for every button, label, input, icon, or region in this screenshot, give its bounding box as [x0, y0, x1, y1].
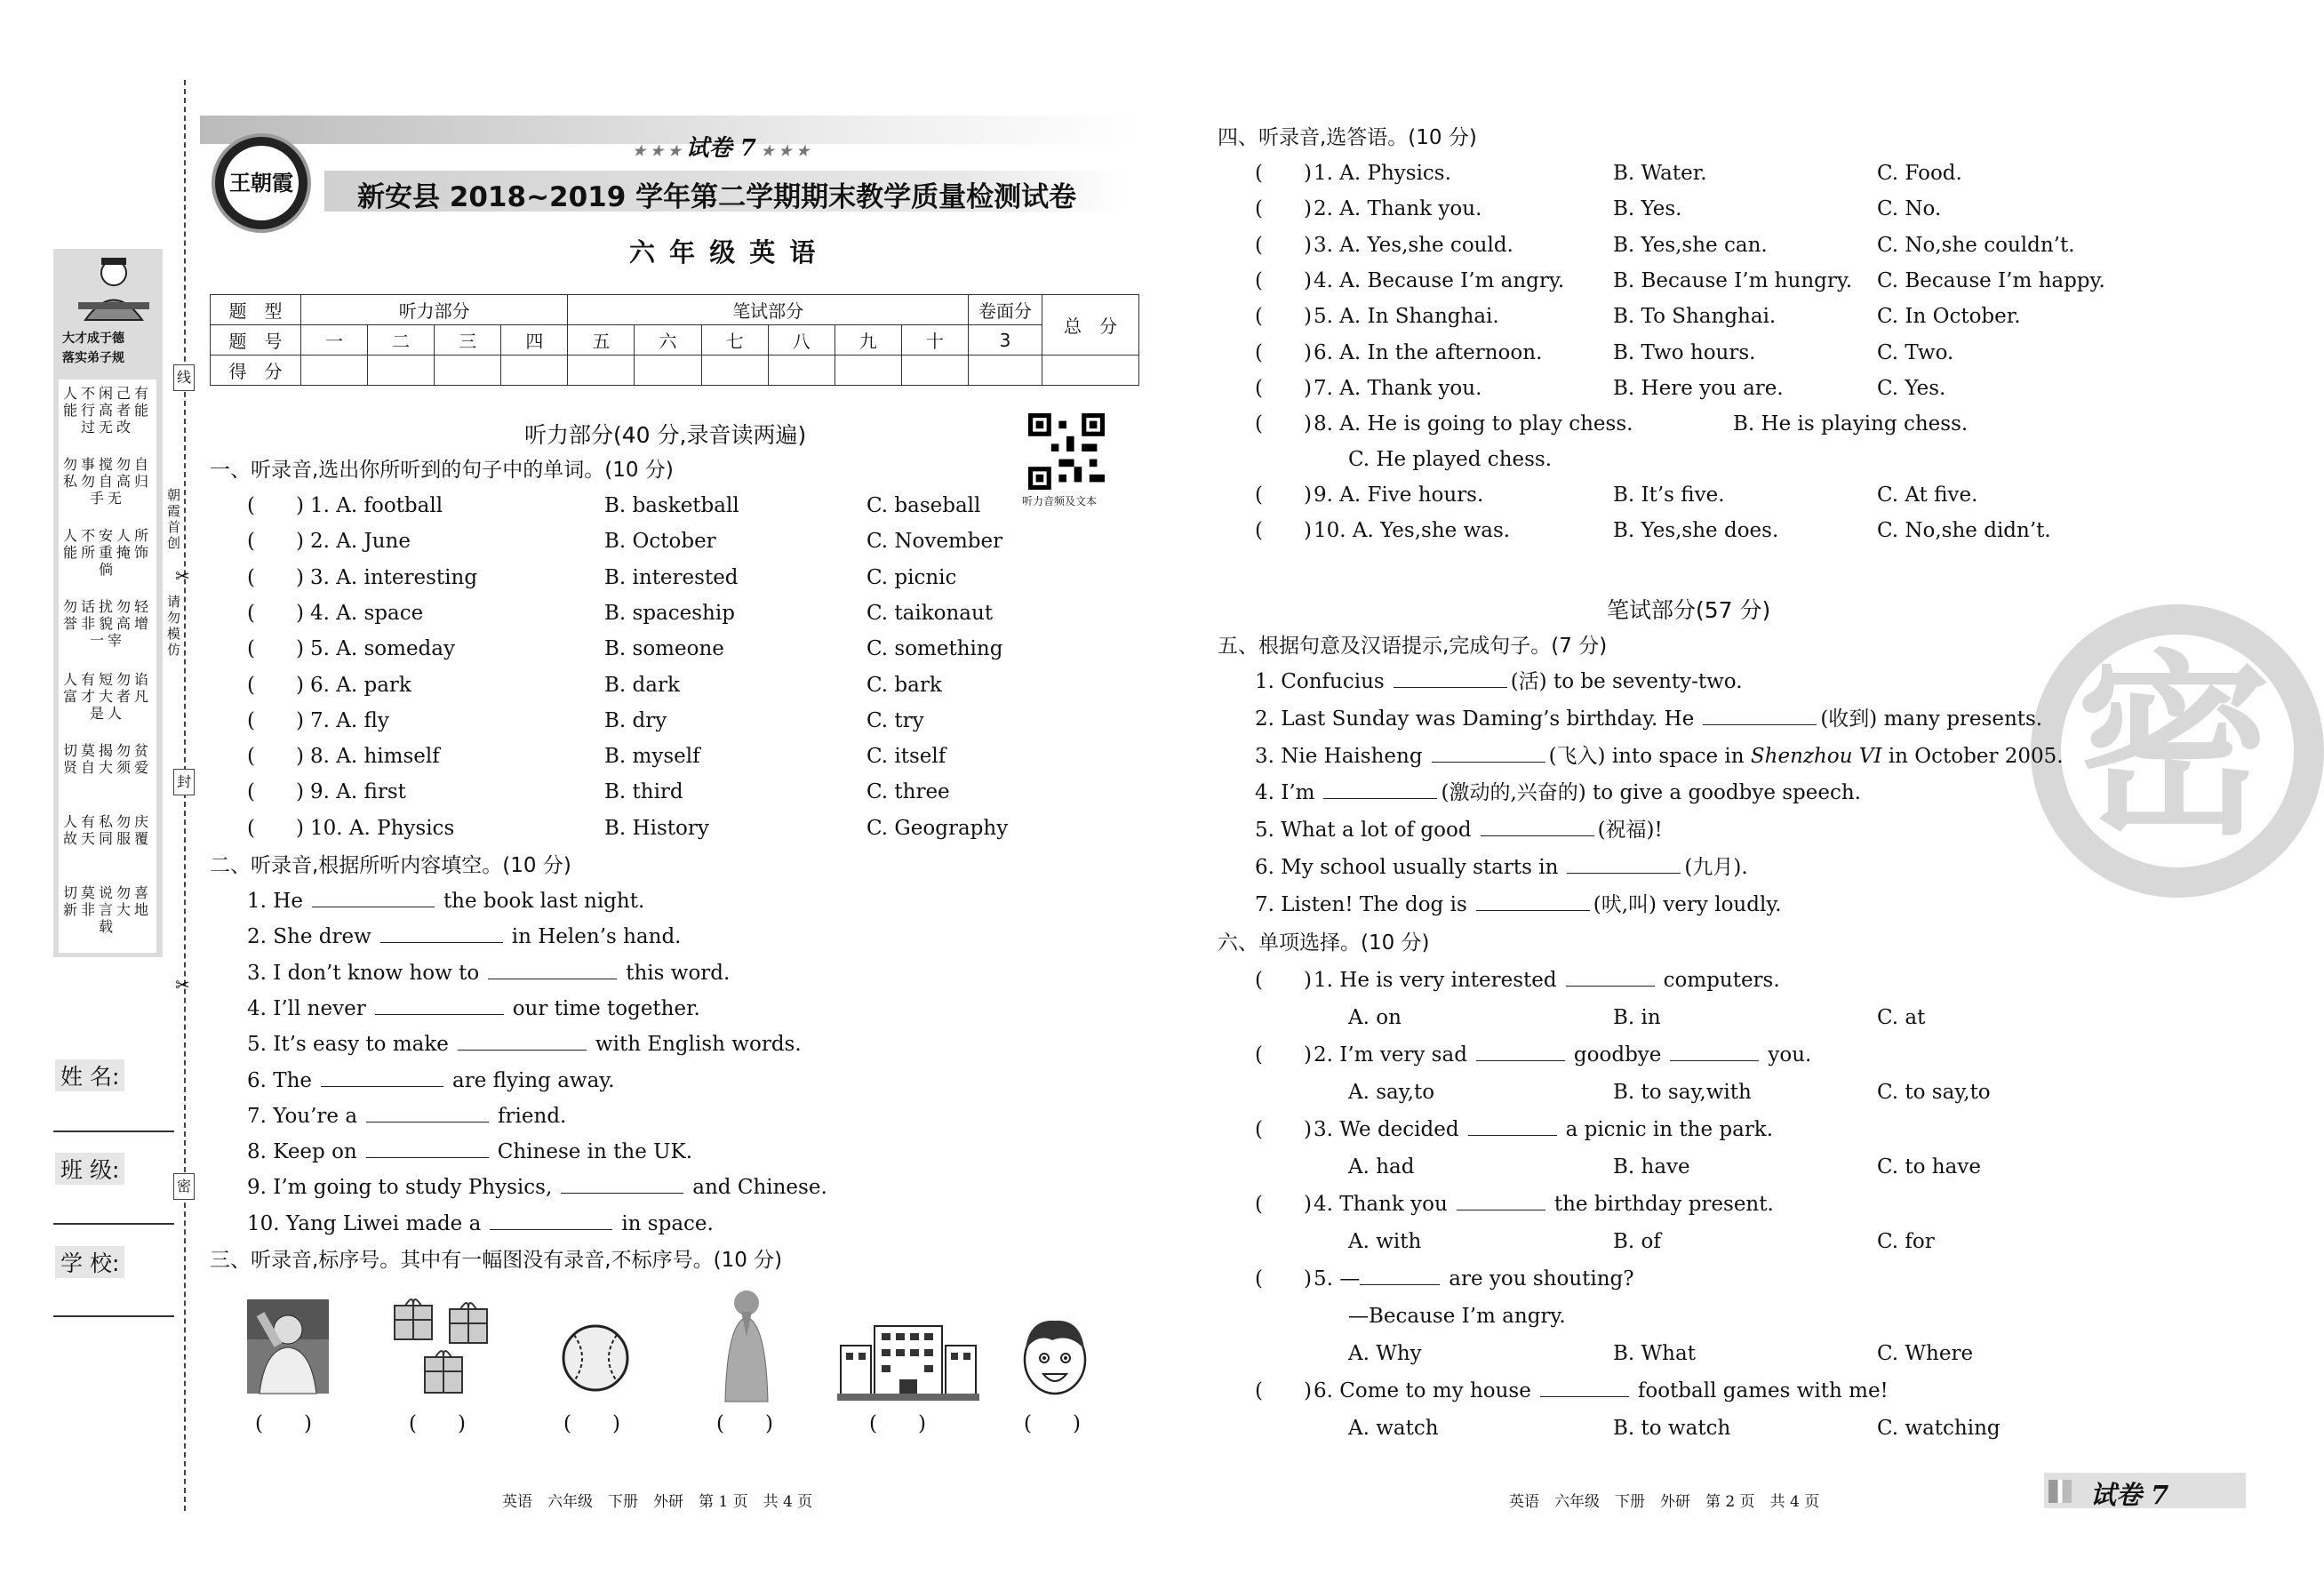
name-input[interactable]	[53, 1131, 174, 1132]
vertical-note-2: 请勿模仿	[167, 594, 181, 658]
answer-blank[interactable]	[1567, 857, 1681, 874]
option-a: 9. A. Five hours.	[1314, 483, 1484, 507]
fill-blank-row	[1255, 818, 1663, 843]
fill-blank-row	[1255, 780, 1861, 805]
footer-left: 英语 六年级 下册 外研 第 1 页 共 4 页	[502, 1493, 813, 1511]
answer-paren[interactable]: ( )	[247, 565, 304, 589]
answer-blank[interactable]	[375, 998, 504, 1015]
score-cell[interactable]	[701, 356, 768, 386]
table-cell: 一	[301, 325, 368, 356]
score-cell[interactable]	[901, 356, 968, 386]
option-c: C. At five.	[1877, 483, 1978, 507]
option-a: 4. A. Because I’m angry.	[1314, 268, 1565, 292]
sentence-part: 1. He	[247, 890, 303, 913]
answer-blank[interactable]	[1540, 1380, 1629, 1397]
class-input[interactable]	[53, 1223, 174, 1225]
answer-blank[interactable]	[561, 1177, 683, 1194]
answer-paren[interactable]: ( )	[1255, 197, 1312, 221]
option-b: B. dark	[604, 673, 680, 697]
answer-paren[interactable]: ( )	[1255, 483, 1312, 507]
sentence-part: 7. Listen! The dog is	[1255, 892, 1467, 916]
score-table	[210, 294, 1139, 386]
section-5-title: 五、根据句意及汉语提示,完成句子。(7 分)	[1218, 635, 1608, 658]
answer-blank[interactable]	[458, 1034, 587, 1051]
sentence-part: 1. He is very interested	[1314, 969, 1557, 992]
option-c: C. No.	[1877, 197, 1942, 221]
fill-blank-row	[1255, 855, 1748, 880]
answer-paren[interactable]: ( )	[563, 1412, 620, 1435]
answer-paren[interactable]: ( )	[869, 1412, 926, 1435]
score-cell[interactable]	[835, 356, 901, 386]
answer-blank[interactable]	[1481, 819, 1594, 836]
option-a: 1. A. football	[310, 494, 443, 517]
score-cell[interactable]	[501, 356, 568, 386]
table-cell: 六	[635, 325, 701, 356]
answer-paren[interactable]: ( )	[1255, 519, 1312, 543]
option-c: C. bark	[867, 673, 942, 697]
class-label: 班 级:	[55, 1153, 124, 1185]
logo: 王朝霞	[212, 133, 311, 233]
answer-blank[interactable]	[366, 1106, 489, 1123]
motto-col: 人不安人所能所重掩饰倘	[63, 527, 153, 578]
table-header-writing: 笔试部分	[568, 295, 969, 325]
sentence-part: (收到) many presents.	[1820, 707, 2043, 731]
section-3-title: 三、听录音,标序号。其中有一幅图没有录音,不标序号。(10 分)	[210, 1249, 783, 1272]
answer-blank[interactable]	[1670, 1044, 1759, 1061]
option-a: A. watch	[1348, 1417, 1439, 1440]
paper-number: ★ ★ ★ 试卷 7 ★ ★ ★	[633, 135, 810, 162]
answer-paren[interactable]: ( )	[1255, 1043, 1312, 1067]
option-c: C. Because I’m happy.	[1877, 268, 2105, 292]
fill-blank-row	[247, 889, 644, 914]
option-b: B. dry	[604, 708, 667, 732]
fill-blank-row	[1255, 669, 1743, 694]
sentence-part: 10. Yang Liwei made a	[247, 1211, 482, 1235]
option-c: C. to have	[1877, 1155, 1981, 1179]
picture-baseball	[560, 1322, 631, 1394]
option-c: C. Geography	[867, 816, 1009, 840]
option-c: C. Food.	[1877, 162, 1962, 185]
answer-blank[interactable]	[1457, 1194, 1545, 1210]
question-stem	[1314, 1192, 1774, 1217]
answer-blank[interactable]	[1566, 970, 1655, 987]
option-a: 2. A. Thank you.	[1314, 197, 1482, 221]
option-b: B. to watch	[1613, 1417, 1731, 1440]
option-a: A. with	[1348, 1230, 1422, 1253]
option-c: C. try	[867, 708, 924, 732]
option-a: 9. A. first	[310, 780, 406, 804]
option-b: B. in	[1613, 1006, 1661, 1029]
sentence-part: 6. The	[247, 1068, 313, 1092]
answer-paren[interactable]: ( )	[1255, 376, 1312, 400]
motto-col: 勿事搅勿自私勿自高归手无	[63, 456, 153, 507]
question-stem	[1314, 968, 1780, 993]
option-b: B. Because I’m hungry.	[1613, 268, 1853, 292]
qr-code[interactable]	[1028, 413, 1105, 490]
sentence-part: (吠,叫) very loudly.	[1593, 892, 1782, 916]
fill-blank-row	[247, 996, 700, 1021]
option-c: C. watching	[1877, 1417, 2001, 1440]
option-a: 2. A. June	[310, 530, 411, 554]
answer-paren[interactable]: ( )	[247, 601, 304, 625]
fill-blank-row	[1255, 892, 1782, 917]
answer-blank[interactable]	[321, 1070, 443, 1087]
scissors-icon: ✂	[175, 565, 190, 587]
answer-paren[interactable]: ( )	[1255, 1118, 1312, 1141]
answer-blank[interactable]	[490, 1213, 612, 1230]
answer-paren[interactable]: ( )	[1024, 1412, 1081, 1435]
answer-paren[interactable]: ( )	[247, 780, 304, 804]
question-stem	[1314, 1378, 1889, 1403]
option-a: 3. A. Yes,she could.	[1314, 233, 1513, 257]
table-header-listening: 听力部分	[301, 295, 568, 325]
option-b: B. He is playing chess.	[1733, 412, 1969, 435]
option-a: 3. A. interesting	[310, 565, 478, 589]
answer-paren[interactable]: ( )	[1255, 268, 1312, 292]
table-cell: 三	[435, 325, 501, 356]
score-cell[interactable]	[1042, 356, 1139, 386]
answer-paren[interactable]: ( )	[1255, 1379, 1312, 1402]
option-a: 10. A. Yes,she was.	[1314, 519, 1511, 543]
sentence-part: (激动的,兴奋的) to give a goodbye speech.	[1441, 781, 1861, 805]
option-b: B. myself	[604, 745, 700, 769]
option-a: 10. A. Physics	[310, 816, 455, 840]
section-2-title: 二、听录音,根据所听内容填空。(10 分)	[210, 854, 571, 877]
table-cell: 二	[368, 325, 435, 356]
fill-blank-row	[247, 961, 730, 986]
sentence-part: 3. Nie Haisheng	[1255, 744, 1423, 768]
sentence-part: 9. I’m going to study Physics,	[247, 1176, 553, 1200]
sentence-part: you.	[1768, 1043, 1812, 1067]
option-b: B. interested	[604, 565, 739, 589]
sentence-part: a picnic in the park.	[1565, 1118, 1774, 1141]
option-a: 8. A. himself	[310, 745, 440, 769]
sentence-part: 5. It’s easy to make	[247, 1033, 449, 1057]
score-cell[interactable]	[301, 356, 368, 386]
option-a: 7. A. Thank you.	[1314, 376, 1482, 400]
sentence-part: 5. —	[1314, 1267, 1361, 1290]
sentence-part: (活) to be seventy-two.	[1510, 670, 1743, 693]
option-a: A. had	[1348, 1155, 1415, 1179]
motto-col: 人有私勿庆故天同服覆	[63, 813, 153, 847]
section-4-title: 四、听录音,选答语。(10 分)	[1218, 126, 1477, 149]
answer-blank[interactable]	[1394, 671, 1507, 688]
question-stem	[1314, 1266, 1634, 1291]
answer-paren[interactable]: ( )	[247, 708, 304, 732]
option-a: 5. A. In Shanghai.	[1314, 305, 1499, 329]
question-stem	[1314, 1043, 1811, 1067]
answer-blank[interactable]	[1468, 1119, 1557, 1136]
answer-paren[interactable]: ( )	[1255, 162, 1312, 185]
table-cell: 四	[501, 325, 568, 356]
fill-blank-row	[247, 1211, 714, 1236]
answer-paren[interactable]: ( )	[1255, 969, 1312, 992]
picture-astronaut	[247, 1299, 329, 1394]
sentence-part: and Chinese.	[692, 1176, 827, 1200]
sentence-part: 2. She drew	[247, 925, 371, 949]
option-c: C. at	[1877, 1006, 1926, 1029]
table-header-type: 题 型	[211, 295, 301, 325]
option-a: A. Why	[1348, 1342, 1422, 1365]
motto-col: 切莫说勿喜新非言大地载	[63, 884, 153, 935]
option-b: B. Water.	[1613, 162, 1707, 185]
answer-blank[interactable]	[1323, 782, 1437, 799]
option-a: 5. A. someday	[310, 637, 455, 661]
listening-heading: 听力部分(40 分,录音读两遍)	[524, 422, 807, 448]
option-a: 8. A. He is going to play chess.	[1314, 412, 1633, 435]
sentence-part: 7. You’re a	[247, 1104, 358, 1128]
motto-col: 人不闲己有能行高者能过无改	[63, 385, 153, 435]
option-b: B. What	[1613, 1342, 1696, 1365]
option-a: 7. A. fly	[310, 708, 389, 732]
section-6-title: 六、单项选择。(10 分)	[1218, 931, 1430, 955]
score-cell[interactable]	[368, 356, 435, 386]
score-cell[interactable]	[768, 356, 835, 386]
footer-right: 英语 六年级 下册 外研 第 2 页 共 4 页	[1509, 1493, 1820, 1511]
sentence-part: are flying away.	[452, 1068, 615, 1092]
sentence-part: 4. I’ll never	[247, 996, 366, 1020]
exam-subtitle: 六 年 级 英 语	[629, 237, 819, 268]
vertical-note-1: 朝霞首创	[167, 487, 181, 551]
table-cell: 题 号	[211, 325, 301, 356]
option-c: C. No,she couldn’t.	[1877, 233, 2075, 257]
exam-title: 新安县 2018~2019 学年第二学期期末教学质量检测试卷	[357, 181, 1077, 213]
fill-blank-row	[247, 1032, 802, 1057]
cut-mark-top: 线	[173, 364, 195, 391]
score-cell[interactable]	[568, 356, 635, 386]
score-cell[interactable]	[635, 356, 701, 386]
sentence-part: 3. We decided	[1314, 1118, 1459, 1141]
option-b: B. to say,with	[1613, 1081, 1752, 1104]
option-c: C. something	[867, 637, 1003, 661]
option-c: C. for	[1877, 1230, 1935, 1253]
sentence-part: 2. I’m very sad	[1314, 1043, 1467, 1067]
fill-blank-row	[247, 1175, 827, 1200]
sentence-part: in October 2005.	[1888, 744, 2064, 768]
answer-blank[interactable]	[488, 963, 617, 979]
answer-paren[interactable]: ( )	[255, 1412, 312, 1435]
option-a: 1. A. Physics.	[1314, 162, 1451, 185]
sentence-part: this word.	[626, 961, 731, 985]
answer-blank[interactable]	[1476, 894, 1590, 911]
answer-paren[interactable]: ( )	[1255, 1267, 1312, 1290]
cut-mark-bottom: 密	[173, 1173, 195, 1200]
option-c: C. Yes.	[1877, 376, 1946, 400]
sentence-part: 3. I don’t know how to	[247, 961, 480, 985]
top-motto-1: 大才成于德	[62, 332, 124, 346]
answer-line: —Because I’m angry.	[1348, 1305, 1566, 1328]
table-cell: 八	[768, 325, 835, 356]
answer-blank[interactable]	[1703, 708, 1817, 725]
sentence-part: 5. What a lot of good	[1255, 819, 1472, 843]
answer-paren[interactable]: ( )	[1255, 233, 1312, 257]
answer-blank[interactable]	[1476, 1044, 1565, 1061]
answer-paren[interactable]: ( )	[1255, 340, 1312, 364]
picture-school-building	[837, 1314, 979, 1402]
option-c: C. taikonaut	[867, 601, 994, 625]
sentence-part: are you shouting?	[1449, 1267, 1634, 1290]
sentence-part: in Helen’s hand.	[511, 925, 682, 949]
question-stem	[1314, 1117, 1773, 1142]
option-c: C. baseball	[867, 494, 981, 517]
option-a: A. say,to	[1348, 1081, 1435, 1104]
section-1-title: 一、听录音,选出你所听到的句子中的单词。(10 分)	[210, 459, 674, 482]
answer-paren[interactable]: ( )	[247, 530, 304, 554]
watermark-glyph: 密	[2076, 631, 2272, 861]
answer-paren[interactable]: ( )	[247, 816, 304, 840]
option-b: B. To Shanghai.	[1613, 305, 1777, 329]
answer-paren[interactable]: ( )	[409, 1412, 466, 1435]
corner-tag: 试卷 7	[2090, 1480, 2169, 1510]
option-b: B. Yes,she does.	[1613, 519, 1779, 543]
sentence-part: 6. Come to my house	[1314, 1379, 1531, 1402]
sentence-part: computers.	[1663, 969, 1780, 992]
option-a: 4. A. space	[310, 601, 424, 625]
motto-col: 勿话扰勿轻誉非貌高增一宰	[63, 598, 153, 649]
qr-caption: 听力音频及文本	[1022, 495, 1098, 507]
option-c: C. He played chess.	[1348, 448, 1553, 471]
binding-line	[184, 80, 186, 1511]
option-b: B. It’s five.	[1613, 483, 1725, 507]
option-b: B. Two hours.	[1613, 340, 1756, 364]
answer-paren[interactable]: ( )	[247, 745, 304, 769]
table-cell: 3	[969, 325, 1042, 356]
sentence-part-italic: Shenzhou VI	[1750, 744, 1882, 768]
option-a: 6. A. park	[310, 673, 411, 697]
answer-paren[interactable]: ( )	[247, 637, 304, 661]
option-a: 6. A. In the afternoon.	[1314, 340, 1543, 364]
sentence-part: football games with me!	[1637, 1379, 1889, 1402]
option-b: B. History	[604, 816, 709, 840]
scholar-illustration	[69, 253, 158, 324]
option-b: B. spaceship	[604, 601, 735, 625]
option-b: B. basketball	[604, 494, 739, 517]
table-cell: 十	[901, 325, 968, 356]
fill-blank-row	[247, 1139, 692, 1164]
sentence-part: the birthday present.	[1553, 1193, 1774, 1216]
answer-paren[interactable]: ( )	[1255, 412, 1312, 435]
table-cell: 七	[701, 325, 768, 356]
sentence-part: 8. Keep on	[247, 1140, 357, 1164]
answer-paren[interactable]: ( )	[1255, 305, 1312, 329]
option-b: B. October	[604, 530, 716, 554]
table-cell: 五	[568, 325, 635, 356]
option-c: C. picnic	[867, 565, 957, 589]
top-motto-2: 落实弟子规	[62, 351, 124, 365]
answer-blank[interactable]	[366, 1141, 489, 1158]
sentence-part: 2. Last Sunday was Daming’s birthday. He	[1255, 707, 1695, 731]
answer-paren[interactable]: ( )	[247, 673, 304, 697]
answer-blank[interactable]	[380, 926, 503, 943]
sentence-part: (飞入) into space in	[1548, 744, 1745, 768]
answer-paren[interactable]: ( )	[1255, 1193, 1312, 1216]
option-c: C. three	[867, 780, 950, 804]
table-header-neatness: 卷面分	[969, 295, 1042, 325]
fill-blank-row	[1255, 707, 2042, 731]
sentence-part: 4. I’m	[1255, 781, 1315, 805]
option-b: B. Here you are.	[1613, 376, 1784, 400]
option-b: B. someone	[604, 637, 724, 661]
sentence-part: goodbye	[1573, 1043, 1662, 1067]
score-cell[interactable]	[435, 356, 501, 386]
corner-squares-icon	[2048, 1480, 2072, 1503]
fill-blank-row	[247, 1104, 566, 1129]
sentence-part: Chinese in the UK.	[497, 1140, 693, 1164]
table-cell: 九	[835, 325, 901, 356]
name-label: 姓 名:	[55, 1059, 124, 1091]
sentence-part: (九月).	[1684, 856, 1748, 879]
answer-paren[interactable]: ( )	[247, 494, 304, 517]
sentence-part: the book last night.	[443, 890, 645, 913]
sentence-part: with English words.	[595, 1033, 802, 1057]
sentence-part: in space.	[621, 1211, 714, 1235]
option-c: C. November	[867, 530, 1003, 554]
option-c: C. No,she didn’t.	[1877, 519, 2051, 543]
answer-paren[interactable]: ( )	[716, 1412, 773, 1435]
motto-col: 人有短勿谄富才大者凡是人	[63, 671, 153, 722]
answer-blank[interactable]	[1432, 746, 1545, 763]
option-b: B. of	[1613, 1230, 1661, 1253]
option-b: B. third	[604, 780, 683, 804]
sentence-part: 6. My school usually starts in	[1255, 856, 1559, 879]
fill-blank-row	[247, 1068, 615, 1093]
table-header-total: 总 分	[1042, 295, 1139, 356]
sentence-part: our time together.	[512, 996, 700, 1020]
school-label: 学 校:	[55, 1246, 124, 1278]
picture-gift-boxes	[387, 1293, 503, 1402]
option-a: A. on	[1348, 1006, 1402, 1029]
sentence-part: (祝福)!	[1597, 819, 1663, 843]
sentence-part: friend.	[498, 1104, 567, 1128]
answer-blank[interactable]	[312, 891, 435, 907]
option-c: C. itself	[867, 745, 946, 769]
picture-confucius-statue	[711, 1282, 782, 1402]
cut-mark-mid: 封	[173, 769, 195, 795]
option-b: B. Yes.	[1613, 197, 1682, 221]
option-c: C. Where	[1877, 1342, 1974, 1365]
option-c: C. Two.	[1877, 340, 1954, 364]
option-b: B. have	[1613, 1155, 1690, 1179]
school-input[interactable]	[53, 1315, 174, 1317]
fill-blank-row	[1255, 744, 2064, 769]
answer-blank[interactable]	[1360, 1268, 1440, 1285]
score-cell[interactable]	[969, 356, 1042, 386]
writing-heading: 笔试部分(57 分)	[1607, 597, 1771, 623]
fill-blank-row	[247, 924, 682, 949]
table-cell: 得 分	[211, 356, 301, 386]
sentence-part: 4. Thank you	[1314, 1193, 1448, 1216]
sentence-part: 1. Confucius	[1255, 670, 1385, 693]
option-c: C. to say,to	[1877, 1081, 1991, 1104]
option-b: B. Yes,she can.	[1613, 233, 1768, 257]
picture-boy-face	[1017, 1310, 1093, 1399]
option-c: C. In October.	[1877, 305, 2021, 329]
scissors-icon: ✂	[175, 974, 190, 995]
motto-col: 切莫揭勿贫贤自大须爱	[63, 742, 153, 776]
